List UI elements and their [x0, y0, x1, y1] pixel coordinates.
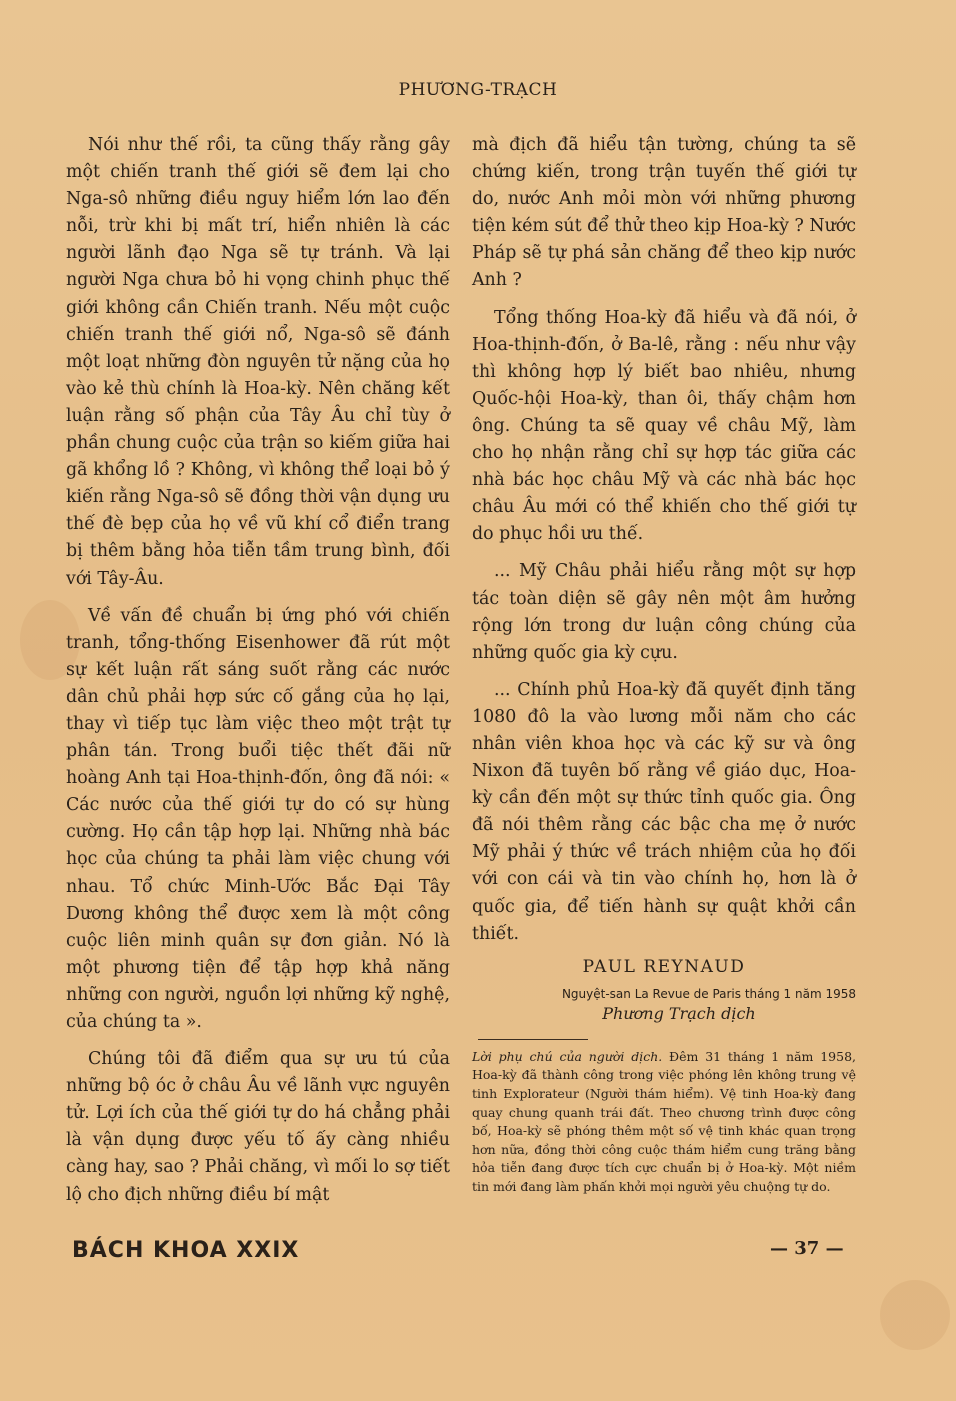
paragraph: ... Mỹ Châu phải hiểu rằng một sự hợp tác toàn diện sẽ gây nên một âm hưởng rộng lớn trong dư luận công chúng của những quốc gia kỳ cựu. — [472, 561, 856, 663]
footnote-divider — [478, 1039, 588, 1040]
running-header: PHƯƠNG-TRẠCH — [398, 80, 558, 100]
note-body: Đêm 31 tháng 1 năm 1958, Hoa-kỳ đã thành công trong việc phóng lên không trung vệ tinh Explorateur (Người thám hiểm). Vệ tinh Hoa-kỳ đang quay chung quanh trái đất. Theo chương trình được công bố, Hoa-kỳ sẽ phóng thêm một số vệ tinh khác quan trọng hơn nữa, đồng thời công cuộc thám hiểm cung trăng bằng hỏa tiễn đang được tích cực chuẩn bị ở Hoa-kỳ. Một niềm tin mới đang làm phấn khởi mọi người yêu chuộng tự do. — [472, 1048, 856, 1194]
paragraph: ... Chính phủ Hoa-kỳ đã quyết định tăng 1080 đô la vào lương mỗi năm cho các nhân viên khoa học và các kỹ sư và ông Nixon đã tuyên bố rằng về giáo dục, Hoa-kỳ cần đến một sự thức tỉnh quốc gia. Ông đã nói thêm rằng các bậc cha mẹ ở nước Mỹ phải ý thức về trách nhiệm của họ đối với con cái và tin vào chính họ, hơn là ở quốc gia, để tiến hành sự quật khởi cần thiết. — [472, 679, 856, 944]
translator-note — [472, 1048, 856, 1197]
translator-credit: Phương Trạch dịch — [602, 1003, 756, 1023]
author-name: PAUL REYNAUD — [582, 956, 746, 977]
paper-stain — [880, 1280, 950, 1350]
paragraph: Tổng thống Hoa-kỳ đã hiểu và đã nói, ở Hoa-thịnh-đốn, ở Ba-lê, rằng : nếu như vậy thì không hợp lý biết bao nhiêu, nhưng Quốc-hội Hoa-kỳ, than ôi, thấy chậm hơn ông. Chúng ta sẽ quay về châu Mỹ, làm cho họ nhận rằng chỉ sự hợp tác giữa các nhà bác học châu Mỹ và các nhà bác học châu Âu mới có thể khiến cho thế giới tự do phục hồi ưu thế. — [472, 307, 856, 545]
note-lead: Lời phụ chú của người dịch. — [472, 1048, 663, 1064]
right-column — [472, 132, 856, 1197]
source-citation: Nguyệt-san La Revue de Paris tháng 1 năm 1958 — [561, 986, 856, 1001]
paragraph: Nói như thế rồi, ta cũng thấy rằng gây một chiến tranh thế giới sẽ đem lại cho Nga-sô những điều nguy hiểm lớn lao đến nỗi, trừ khi bị mất trí, hiển nhiên là các người lãnh đạo Nga sẽ tự tránh. Và lại người Nga chưa bỏ hi vọng chinh phục thế giới không cần Chiến tranh. Nếu một cuộc chiến tranh thế giới nổ, Nga-sô sẽ đánh một loạt những đòn nguyên tử nặng của họ vào kẻ thù chính là Hoa-kỳ. Nên chăng kết luận rằng số phận của Tây Âu chỉ tùy ở phần chung cuộc của trận so kiếm giữa hai gã khổng lồ ? Không, vì không thể loại bỏ ý kiến rằng Nga-sô sẽ đồng thời vận dụng ưu thế đè bẹp của họ về vũ khí cổ điển trang bị thêm bằng hỏa tiễn tầm trung bình, đối với Tây-Âu. — [66, 135, 450, 589]
paragraph: Về vấn đề chuẩn bị ứng phó với chiến tranh, tổng-thống Eisenhower đã rút một sự kết luận rất sáng suốt rằng các nước dân chủ phải hợp sức cố gắng của họ lại, thay vì tiếp tục làm việc theo một trật tự phân tán. Trong buổi tiệc thết đãi nữ hoàng Anh tại Hoa-thịnh-đốn, ông đã nói: « Các nước của thế giới tự do có sự hùng cường. Họ cần tập hợp lại. Những nhà bác học của chúng ta phải làm việc chung với nhau. Tổ chức Minh-Ước Bắc Đại Tây Dương không thể được xem là một công cuộc liên minh quân sự đơn giản. Nó là một phương tiện để tập hợp khả năng những con người, nguồn lợi những kỹ nghệ, của chúng ta ». — [66, 605, 450, 1032]
paragraph: Chúng tôi đã điểm qua sự ưu tú của những bộ óc ở châu Âu về lãnh vực nguyên tử. Lợi ích của thế giới tự do há chẳng phải là vận dụng được yếu tố ấy càng nhiều càng hay, sao ? Phải chăng, vì mối lo sợ tiết lộ cho địch những điều bí mật — [66, 1049, 450, 1205]
magazine-name: BÁCH KHOA XXIX — [72, 1238, 300, 1263]
paragraph: mà địch đã hiểu tận tường, chúng ta sẽ chứng kiến, trong trận tuyến thế giới tự do, nước Anh mỏi mòn với những phương tiện kém sút để thử theo kịp Hoa-kỳ ? Nước Pháp sẽ tự phá sản chăng để theo kịp nước Anh ? — [472, 135, 856, 291]
left-column — [66, 132, 450, 1209]
page-number: — 37 — — [770, 1238, 844, 1259]
